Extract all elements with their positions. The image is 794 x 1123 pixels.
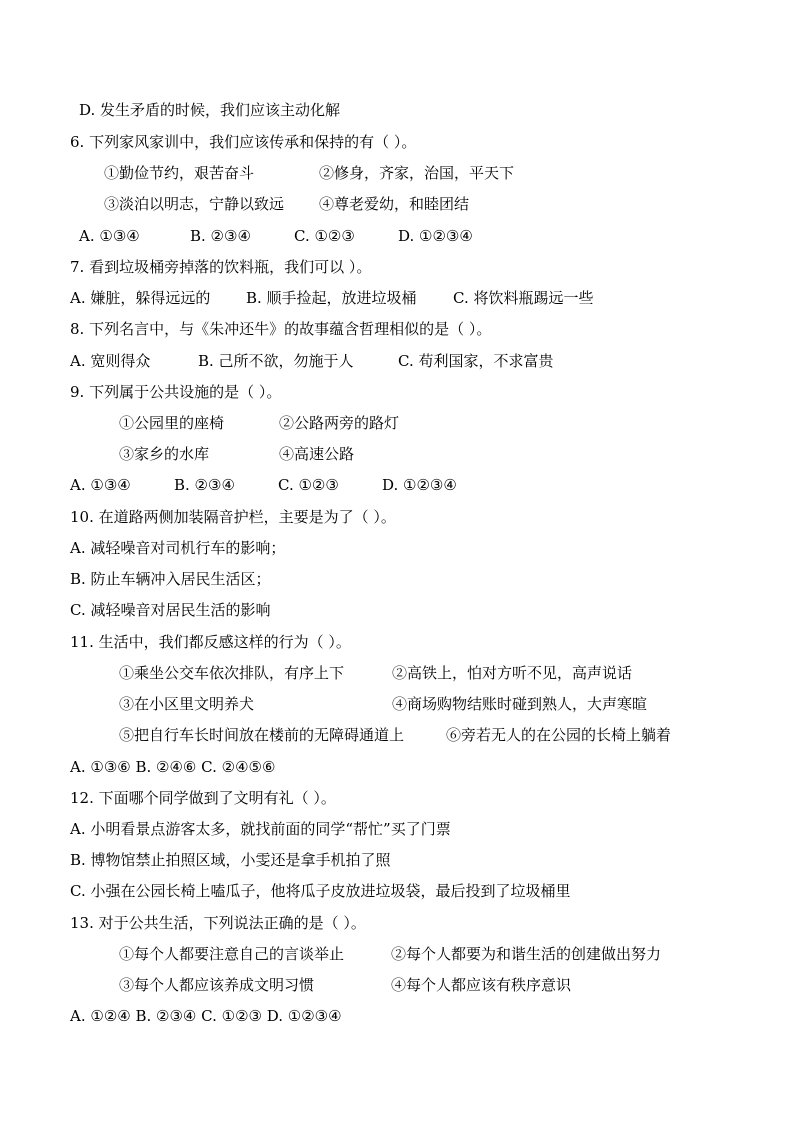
q9-stem: 9. 下列属于公共设施的是（ ）。 [70,383,282,401]
q11-item-1: ①乘坐公交车依次排队，有序上下 [119,664,345,682]
q10-option-a: A. 减轻噪音对司机行车的影响； [70,539,286,557]
q7-option-a: A. 嫌脏，躲得远远的 [70,289,211,307]
q9-item-1: ①公园里的座椅 [119,414,225,432]
q6-item-4: ④尊老爱幼，和睦团结 [319,195,470,213]
q11-item-6: ⑥旁若无人的在公园的长椅上躺着 [446,726,672,744]
q13-item-2: ②每个人都要为和谐生活的创建做出努力 [391,945,662,963]
q6-item-2: ②修身，齐家，治国，平天下 [319,164,515,182]
q9-option-c: C. ①②③ [278,476,339,494]
q13-options: A. ①②④ B. ②③④ C. ①②③ D. ①②③④ [70,1007,342,1025]
q13-item-1: ①每个人都要注意自己的言谈举止 [119,945,345,963]
q6-option-b: B. ②③④ [190,227,251,245]
q11-item-5: ⑤把自行车长时间放在楼前的无障碍通道上 [119,726,405,744]
q11-item-2: ②高铁上，怕对方听不见，高声说话 [392,664,633,682]
q11-stem: 11. 生活中，我们都反感这样的行为（ ）。 [70,633,351,651]
q8-stem: 8. 下列名言中，与《朱冲还牛》的故事蕴含哲理相似的是（ ）。 [70,320,492,338]
q9-option-b: B. ②③④ [174,476,235,494]
q8-option-b: B. 己所不欲，勿施于人 [198,352,354,370]
q10-stem: 10. 在道路两侧加装隔音护栏，主要是为了（ ）。 [70,508,396,526]
q6-option-c: C. ①②③ [294,227,355,245]
q6-option-d: D. ①②③④ [398,227,473,245]
q9-option-a: A. ①③④ [70,476,131,494]
q6-option-a: A. ①③④ [79,227,140,245]
q9-item-2: ②公路两旁的路灯 [279,414,400,432]
q12-option-c: C. 小强在公园长椅上嗑瓜子，他将瓜子皮放进垃圾袋，最后投到了垃圾桶里 [70,882,571,900]
q9-item-3: ③家乡的水库 [119,445,210,463]
q11-options: A. ①③⑥ B. ②④⑥ C. ②④⑤⑥ [70,758,276,776]
q13-item-4: ④每个人都应该有秩序意识 [391,976,572,994]
q11-item-4: ④商场购物结账时碰到熟人，大声寒暄 [392,695,648,713]
q8-option-c: C. 苟利国家，不求富贵 [398,352,554,370]
q12-option-a: A. 小明看景点游客太多，就找前面的同学“帮忙”买了门票 [70,820,451,838]
q10-option-c: C. 减轻噪音对居民生活的影响 [70,601,271,619]
q6-item-3: ③淡泊以明志，宁静以致远 [104,195,285,213]
q8-option-a: A. 宽则得众 [70,352,151,370]
q12-option-b: B. 博物馆禁止拍照区域，小雯还是拿手机拍了照 [70,851,391,869]
q7-option-b: B. 顺手捡起，放进垃圾桶 [246,289,417,307]
q9-option-d: D. ①②③④ [382,476,457,494]
q6-stem: 6. 下列家风家训中，我们应该传承和保持的有（ ）。 [70,133,417,151]
q5-option-d: D. 发生矛盾的时候，我们应该主动化解 [79,101,341,119]
q12-stem: 12. 下面哪个同学做到了文明有礼（ ）。 [70,789,336,807]
q6-item-1: ①勤俭节约，艰苦奋斗 [104,164,255,182]
q7-option-c: C. 将饮料瓶踢远一些 [453,289,594,307]
q13-stem: 13. 对于公共生活，下列说法正确的是（ ）。 [70,914,366,932]
q7-stem: 7. 看到垃圾桶旁掉落的饮料瓶，我们可以 ）。 [70,258,372,276]
q11-item-3: ③在小区里文明养犬 [119,695,255,713]
q10-option-b: B. 防止车辆冲入居民生活区； [70,570,271,588]
q9-item-4: ④高速公路 [279,445,355,463]
q13-item-3: ③每个人都应该养成文明习惯 [119,976,315,994]
